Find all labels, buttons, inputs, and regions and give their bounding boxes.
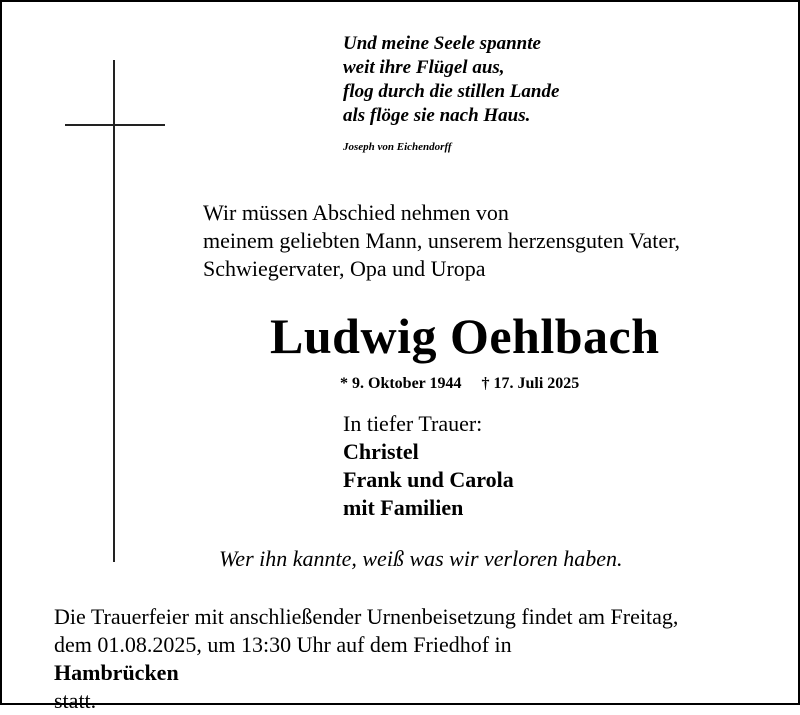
- death-date: † 17. Juli 2025: [481, 375, 580, 392]
- service-date-time: dem 01.08.2025, um 13:30 Uhr auf dem Friedhof in: [54, 632, 512, 657]
- poem-line: als flöge sie nach Haus.: [343, 105, 531, 126]
- life-dates: [340, 374, 579, 394]
- mourner-name: Frank und Carola: [343, 467, 514, 492]
- mourner-name: mit Familien: [343, 495, 464, 520]
- poem-line: weit ihre Flügel aus,: [343, 57, 505, 78]
- intro-line: meinem geliebten Mann, unserem herzensguten Vater,: [203, 228, 681, 253]
- mourner-name: Christel: [343, 439, 419, 464]
- service-line-1: Die Trauerfeier mit anschließender Urnenbeisetzung findet am Freitag,: [54, 604, 679, 629]
- poem-line: flog durch die stillen Lande: [343, 81, 560, 102]
- intro-text: [203, 199, 680, 283]
- poem-line: Und meine Seele spannte: [343, 33, 541, 54]
- service-place: Hambrücken: [54, 660, 179, 685]
- poem-block: [343, 32, 559, 154]
- poem-author: Joseph von Eichendorff: [343, 141, 452, 153]
- birth-date: * 9. Oktober 1944: [340, 375, 462, 392]
- service-end: statt.: [54, 688, 97, 713]
- service-line-2: [54, 631, 678, 715]
- intro-line: Wir müssen Abschied nehmen von: [203, 200, 509, 225]
- cross-icon-vertical: [113, 60, 115, 562]
- service-info: [54, 603, 678, 715]
- cross-icon-horizontal: [65, 124, 165, 126]
- intro-line: Schwiegervater, Opa und Uropa: [203, 256, 486, 281]
- mourners-block: [343, 410, 514, 522]
- memorial-quote: Wer ihn kannte, weiß was wir verloren haben.: [219, 546, 623, 571]
- deceased-name: Ludwig Oehlbach: [270, 308, 660, 364]
- mourners-heading: In tiefer Trauer:: [343, 411, 483, 436]
